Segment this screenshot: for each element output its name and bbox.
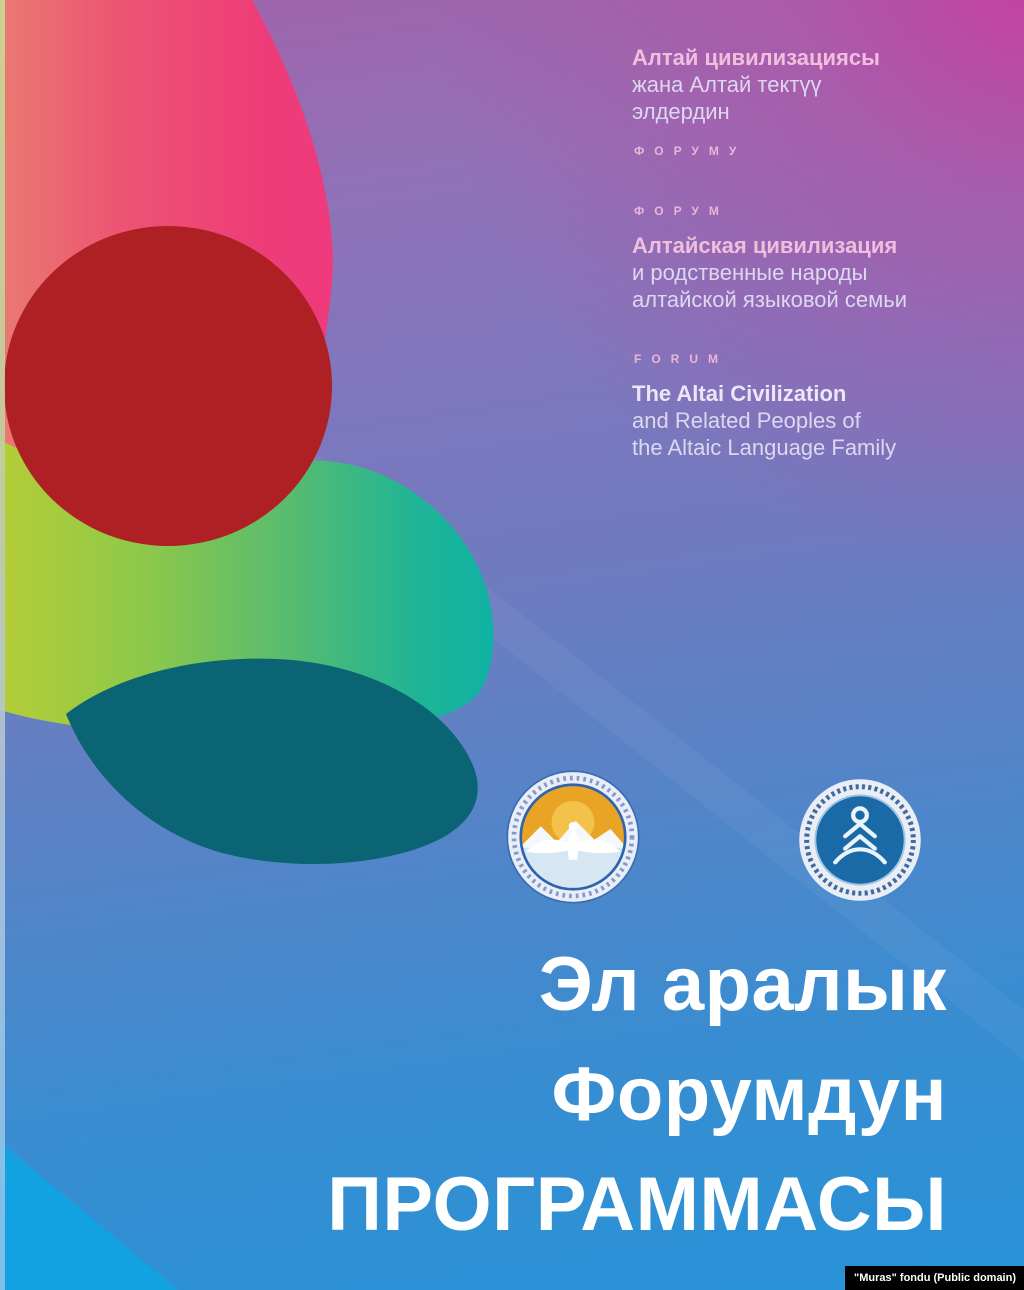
title-line-3: ПРОГРАММАСЫ — [327, 1162, 947, 1247]
left-edge-stripe — [0, 0, 5, 1290]
red-circle-shape — [4, 226, 332, 546]
info-bold-line: Алтайская цивилизация — [632, 233, 898, 258]
trilingual-info-text — [632, 44, 1002, 494]
title-line-1: Эл аралык — [538, 942, 947, 1027]
muras-foundation-logo — [798, 778, 922, 902]
info-line: the Altaic Language Family — [632, 435, 897, 460]
info-block-english — [632, 346, 1002, 461]
forum-label-kyrgyz: ФОРУМУ — [634, 144, 747, 158]
info-line: жана Алтай тектүү — [632, 72, 822, 97]
info-line: и родственные народы — [632, 260, 868, 285]
info-block-russian — [632, 198, 1002, 313]
info-bold-line: Алтай цивилизациясы — [632, 45, 880, 70]
forum-label-english: FORUM — [634, 352, 728, 366]
info-line: алтайской языковой семьи — [632, 287, 908, 312]
info-block-kyrgyz — [632, 44, 1002, 165]
info-line: and Related Peoples of — [632, 408, 861, 433]
cyan-corner-triangle — [0, 1142, 178, 1290]
kyrgyz-state-emblem-logo — [506, 770, 640, 904]
title-line-2: Форумдун — [551, 1052, 947, 1137]
forum-label-russian: ФОРУМ — [634, 204, 729, 218]
poster-title — [327, 930, 947, 1260]
info-line: элдердин — [632, 99, 730, 124]
info-bold-line: The Altai Civilization — [632, 381, 847, 406]
photo-credit: "Muras" fondu (Public domain) — [845, 1266, 1024, 1290]
kyrgyz-state-emblem-icon — [506, 770, 640, 904]
muras-foundation-emblem-icon — [798, 778, 922, 902]
